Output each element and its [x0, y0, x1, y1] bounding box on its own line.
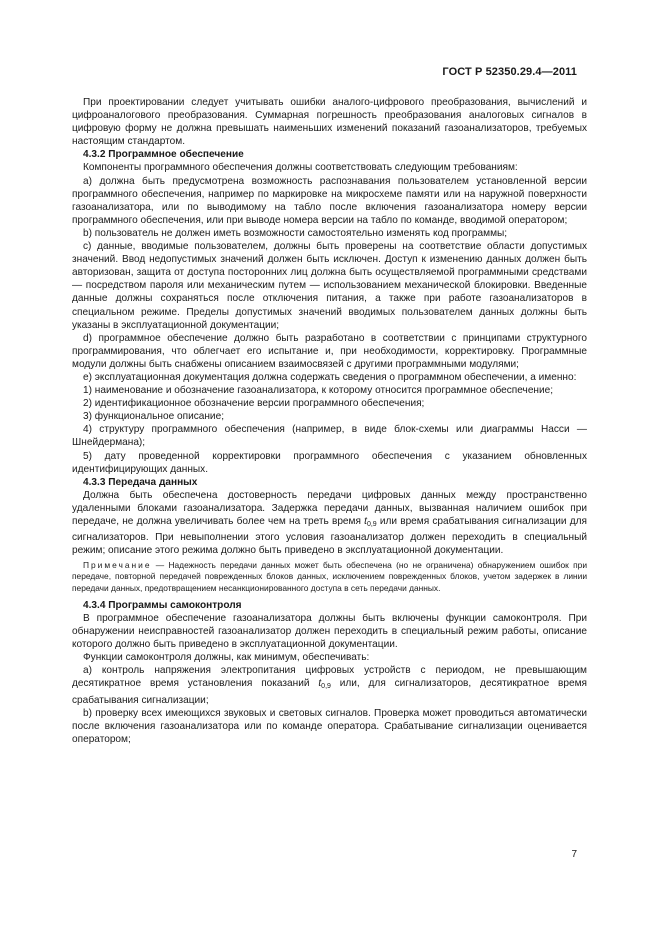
section-4-3-3-paragraph [72, 489, 587, 557]
list-item-e4: 4) структуру программного обеспечения (например, в виде блок-схемы или диаграммы Насси — Шнейдермана); [72, 424, 587, 449]
note-paragraph [72, 560, 587, 594]
section-4-3-4-heading: 4.3.4 Программы самоконтроля [83, 599, 242, 611]
list-item-e3: 3) функциональное описание; [83, 411, 224, 423]
note-label: Примечание [83, 560, 152, 571]
text-span: или, для сигнализаторов, десятикратное время срабатывания сигнализации; [72, 678, 588, 706]
symbol-subscript: 0,9 [321, 683, 331, 691]
list-item-e2: 2) идентификационное обозначение версии программного обеспечения; [83, 398, 425, 410]
section-4-3-2-heading: 4.3.2 Программное обеспечение [83, 149, 244, 161]
text-span: или время срабатывания сигнализации для сигнализаторов. При невыполнении этого условия газоанализатор должен переходить в специальный режим; описание этого режима должно быть приведено в эксплуатационной документации. [72, 516, 587, 557]
symbol-subscript: 0,9 [366, 521, 377, 528]
note-text: — Надежность передачи данных может быть обеспечена (но не ограничена) обнаружением ошибок при передаче, повторной передачей поврежденных блоков данных, исключением поврежденных блоков, учетом задержек в линии передачи данных, предотвращением несанкционированного доступа в сеть передачи данных. [72, 560, 587, 593]
document-header: ГОСТ Р 52350.29.4—2011 [442, 66, 577, 78]
list-item-c: c) данные, вводимые пользователем, должны быть проверены на соответствие области допустимых значений. Ввод недопустимых значений должен быть исключен. Доступ к изменению данных должен быть авторизован, защита от доступа посторонних лиц должна быть осуществляемой программными средствами — посредством пароля или механическим путем — использованием механической блокировки. Введенные данные должны сохраняться после отключения питания, а также при работе газоанализаторов в специальном режиме. Пределы допустимых значений вводимых пользователем данных должны быть указаны в эксплуатационной документации; [72, 241, 587, 331]
section-4-3-2-lead: Компоненты программного обеспечения должны соответствовать следующим требованиям: [83, 162, 518, 174]
page-number: 7 [571, 849, 577, 860]
section-4-3-3-heading: 4.3.3 Передача данных [83, 476, 198, 488]
list-item-d: d) программное обеспечение должно быть разработано в соответствии с принципами структурного программирования, что облегчает его испытание и, при необходимости, корректировку. Программные модули должны быть снабжены описанием взаимосвязей с другими программными модулями; [72, 332, 587, 370]
symbol-t: t [364, 516, 367, 527]
list-item-e1: 1) наименование и обозначение газоанализатора, к которому относится программное обеспечение; [83, 385, 554, 397]
list-item-b: b) пользователь не должен иметь возможности самостоятельно изменять код программы; [83, 227, 508, 239]
list-item-e: e) эксплуатационная документация должна содержать сведения о программном обеспечении, а именно: [83, 371, 577, 383]
list-item-a: а) должна быть предусмотрена возможность распознавания пользователем установленной версии программного обеспечения, например по маркировке на микросхеме памяти или на наружной поверхности газоанализатора, или по выводимому на табло после включения газоанализатора номеру версии программного обеспечения, или при выводе номера версии на табло по команде, вводимой оператором; [72, 175, 587, 226]
section-4-3-4-paragraph-1: В программное обеспечение газоанализатора должны быть включены функции самоконтроля. При обнаружении неисправностей газоанализатор должен переходить в специальный режим работы, описание которого должно быть приведено в эксплуатационной документации. [72, 612, 587, 651]
selfcheck-item-b: b) проверку всех имеющихся звуковых и световых сигналов. Проверка может проводиться автоматически после включения газоанализатора или по команде оператора. Срабатывание сигнализации оценивается оператором; [72, 707, 587, 745]
symbol-t: t [318, 678, 322, 690]
selfcheck-item-a [72, 664, 587, 706]
text-span: Должна быть обеспечена достоверность передачи цифровых данных между пространственно удаленными блоками газоанализатора. Задержка передачи данных, вызванная наличием ошибок при передаче, не должна увеличивать более чем на треть время [72, 489, 587, 527]
section-4-3-4-paragraph-2: Функции самоконтроля должны, как минимум, обеспечивать: [83, 652, 370, 664]
list-item-e5: 5) дату проведенной корректировки программного обеспечения с указанием обновленных идентифицирующих данных. [72, 450, 587, 475]
text-span: а) контроль напряжения электропитания цифровых устройств с периодом, не превышающим десятикратное время установления показаний [72, 665, 587, 690]
document-body [72, 96, 587, 746]
intro-paragraph: При проектировании следует учитывать ошибки аналого-цифрового преобразования, вычислений и цифроаналогового преобразования. Суммарная погрешность преобразования аналоговых сигналов в цифровую форму не должна превышать наименьших изменений показаний газоанализаторов, требуемых настоящим стандартом. [72, 97, 587, 148]
